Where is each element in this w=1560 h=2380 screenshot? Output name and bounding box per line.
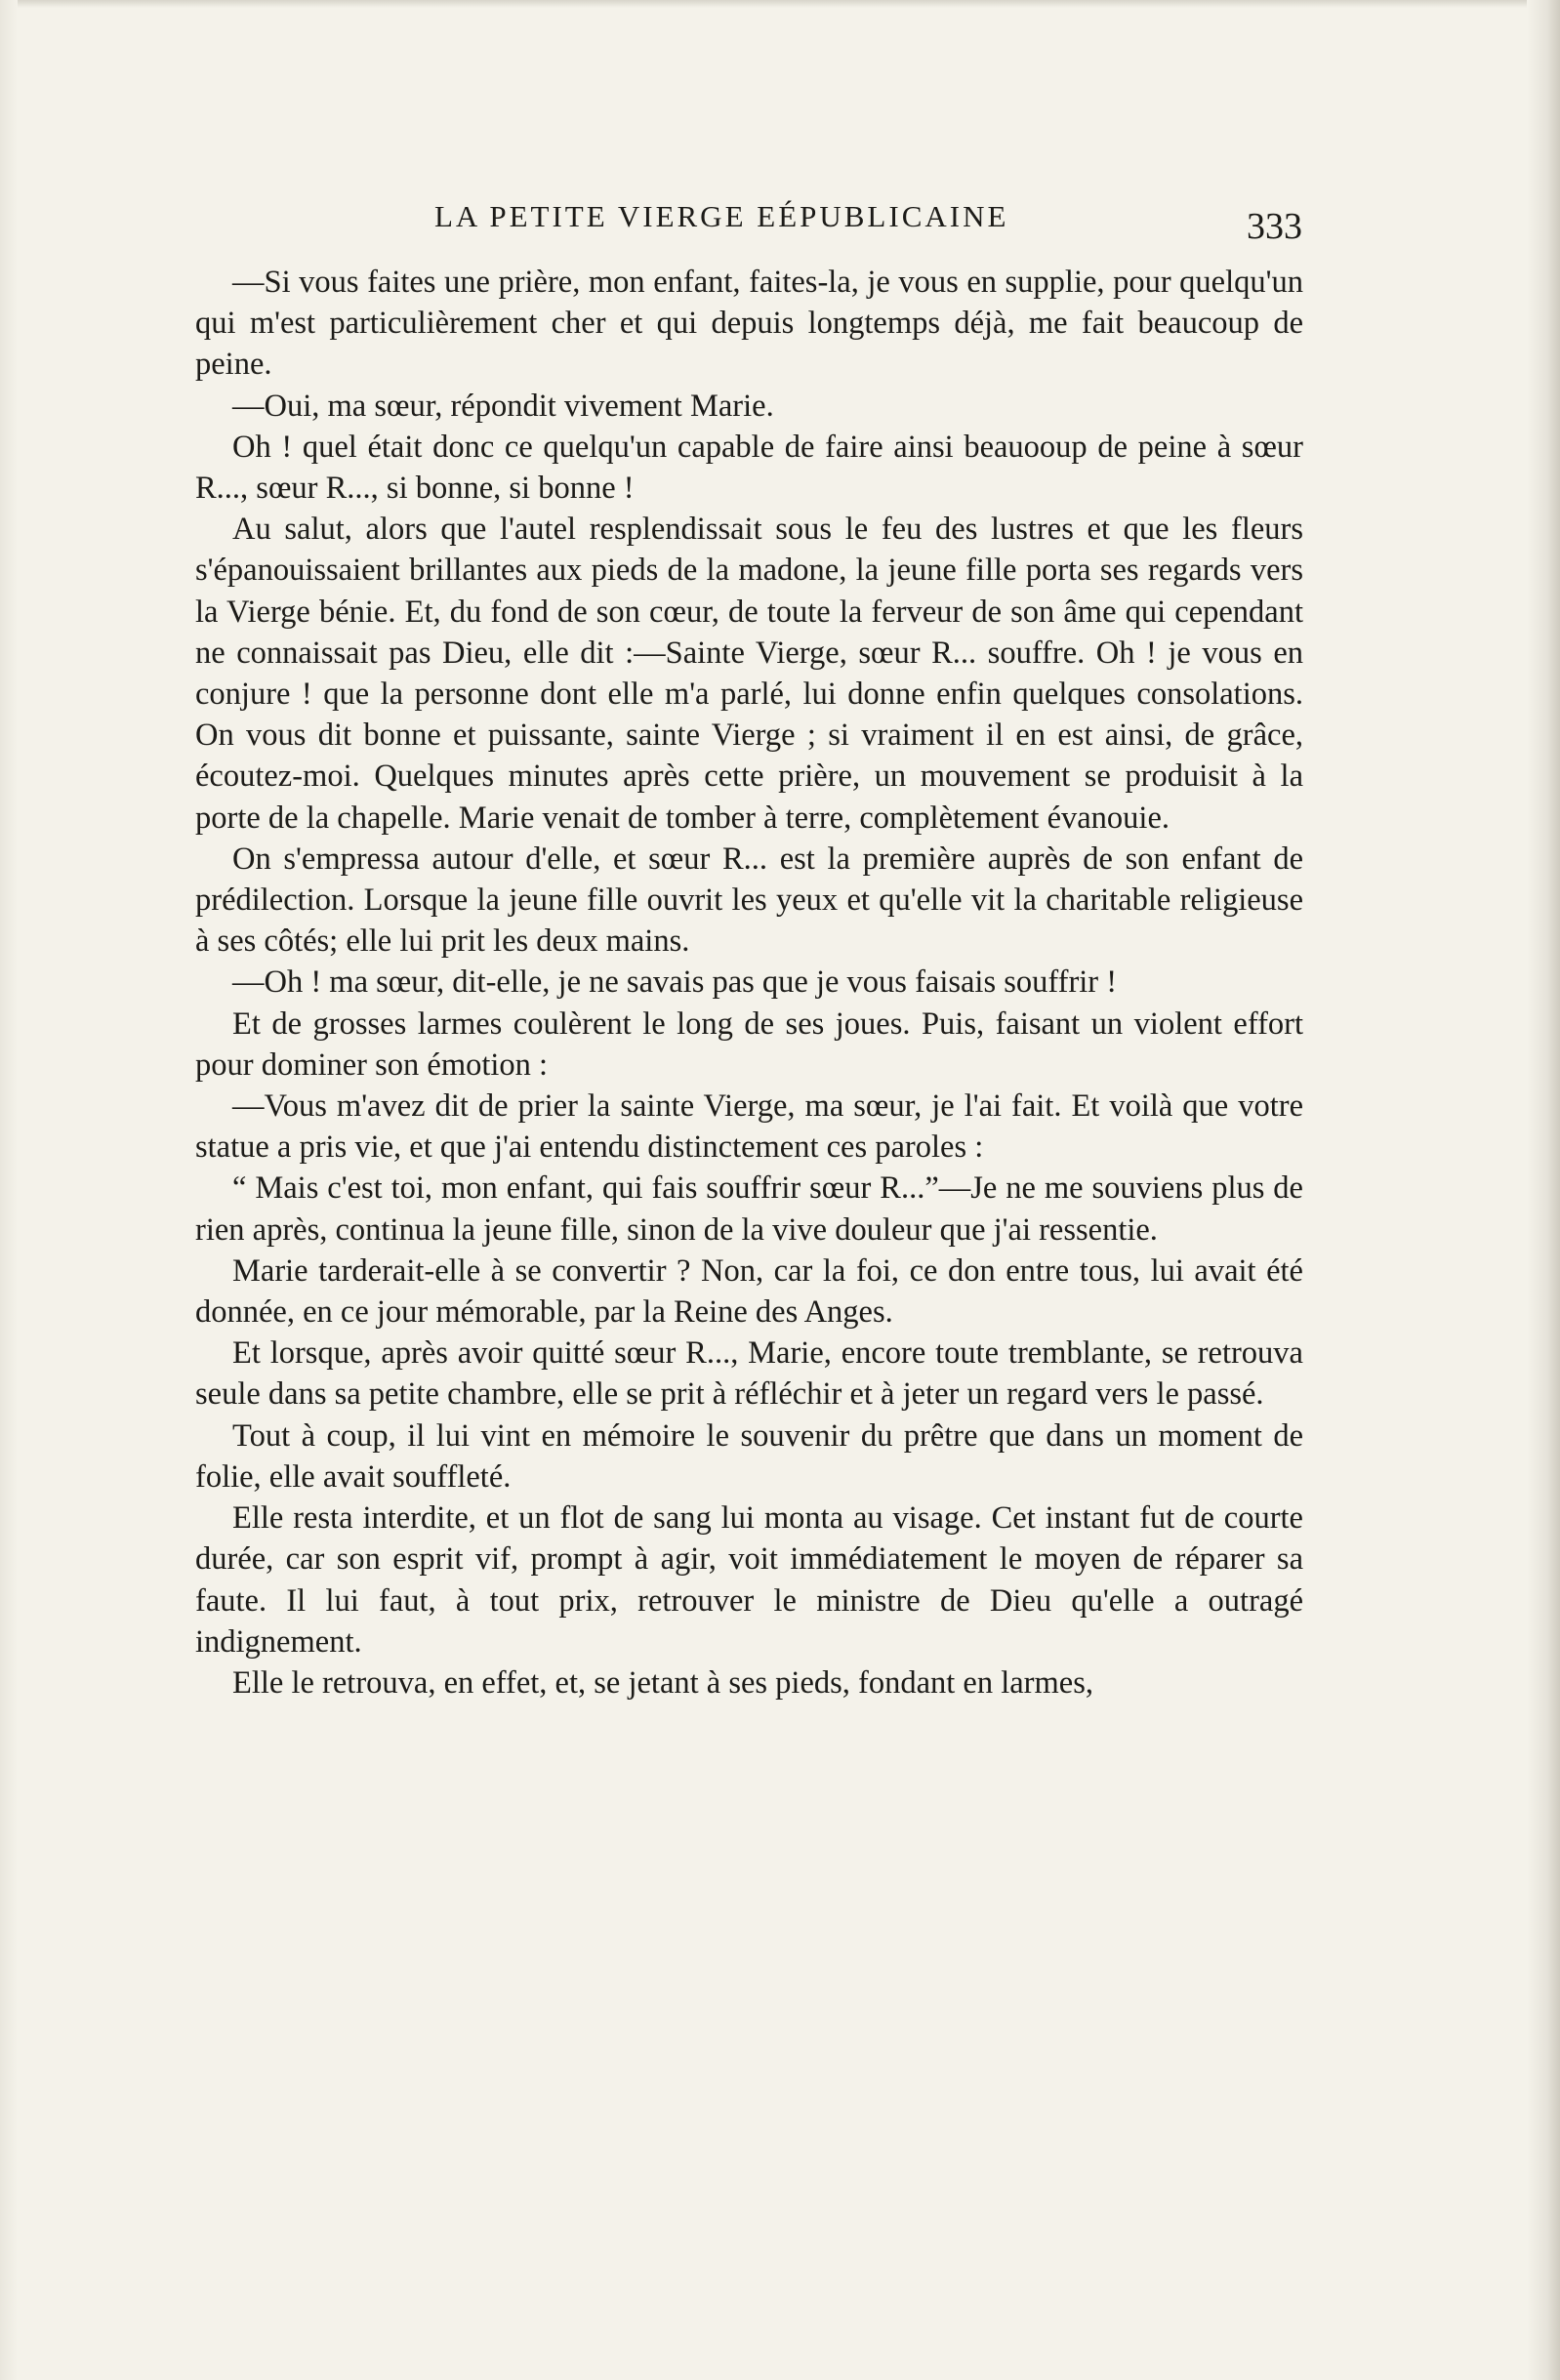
page-header [195, 191, 1308, 260]
paragraph: Oh ! quel était donc ce quelqu'un capable de faire ainsi beauooup de peine à sœur R..., sœur R..., si bonne, si bonne ! [195, 429, 1303, 507]
paragraph: “ Mais c'est toi, mon enfant, qui fais souffrir sœur R...”—Je ne me souviens plus de rien après, continua la jeune fille, sinon de la vive douleur que j'ai ressentie. [195, 1170, 1303, 1248]
page-right-edge [1527, 0, 1560, 2380]
paragraph: —Oui, ma sœur, répondit vivement Marie. [232, 388, 774, 424]
running-title: LA PETITE VIERGE EÉPUBLICAINE [434, 199, 1009, 233]
paragraph: Et de grosses larmes coulèrent le long de ses joues. Puis, faisant un violent effort pour dominer son émotion : [195, 1005, 1303, 1083]
paragraph: Au salut, alors que l'autel resplendissait sous le feu des lustres et que les fleurs s'épanouissaient brillantes aux pieds de la madone, la jeune fille porta ses regards vers la Vierge bénie. Et, du fond de son cœur, de toute la ferveur de son âme qui cependant ne connaissait pas Dieu, elle dit :—Sainte Vierge, sœur R... souffre. Oh ! je vous en conjure ! que la personne dont elle m'a parlé, lui donne enfin quelques consolations. On vous dit bonne et puissante, sainte Vierge ; si vraiment il en est ainsi, de grâce, écoutez-moi. Quelques minutes après cette prière, un mouvement se produisit à la porte de la chapelle. Marie venait de tomber à terre, complètement évanouie. [195, 512, 1303, 836]
page-left-edge [0, 0, 18, 2380]
paragraph: Marie tarderait-elle à se convertir ? Non, car la foi, ce don entre tous, lui avait été donnée, en ce jour mémorable, par la Reine des Anges. [195, 1252, 1303, 1331]
paragraph: Tout à coup, il lui vint en mémoire le souvenir du prêtre que dans un moment de folie, elle avait souffleté. [195, 1417, 1303, 1495]
paragraph: Elle le retrouva, en effet, et, se jetant à ses pieds, fondant en larmes, [232, 1664, 1093, 1701]
body-text [195, 262, 1303, 1703]
page-number: 333 [1247, 206, 1302, 247]
paragraph: —Vous m'avez dit de prier la sainte Vierge, ma sœur, je l'ai fait. Et voilà que votre statue a pris vie, et que j'ai entendu distinctement ces paroles : [195, 1088, 1303, 1166]
paragraph: Et lorsque, après avoir quitté sœur R..., Marie, encore toute tremblante, se retrouva seule dans sa petite chambre, elle se prit à réfléchir et à jeter un regard vers le passé. [195, 1335, 1303, 1413]
paragraph: —Si vous faites une prière, mon enfant, faites-la, je vous en supplie, pour quelqu'un qui m'est particulièrement cher et qui depuis longtemps déjà, me fait beaucoup de peine. [195, 265, 1303, 383]
page-top-edge [0, 0, 1560, 8]
paragraph: —Oh ! ma sœur, dit-elle, je ne savais pas que je vous faisais souffrir ! [232, 964, 1118, 1001]
paragraph: Elle resta interdite, et un flot de sang lui monta au visage. Cet instant fut de courte durée, car son esprit vif, prompt à agir, voit immédiatement le moyen de réparer sa faute. Il lui faut, à tout prix, retrouver le ministre de Dieu qu'elle a outragé indignement. [195, 1500, 1303, 1660]
paragraph: On s'empressa autour d'elle, et sœur R... est la première auprès de son enfant de prédilection. Lorsque la jeune fille ouvrit les yeux et qu'elle vit la charitable religieuse à ses côtés; elle lui prit les deux mains. [195, 841, 1303, 960]
